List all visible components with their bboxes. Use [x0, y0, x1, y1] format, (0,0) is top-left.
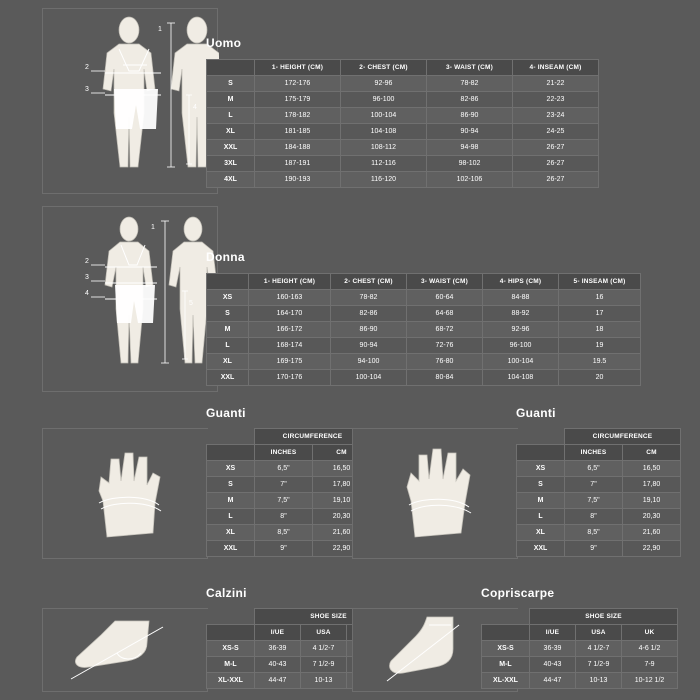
- callout-2: 2: [85, 64, 89, 71]
- uomo-table-wrap: [206, 59, 599, 188]
- uomo-size-table: [206, 59, 599, 188]
- callout-1: 1: [151, 224, 155, 231]
- guanti-left-group-header: CIRCUMFERENCE: [255, 429, 371, 445]
- copriscarpe-title: Copriscarpe: [481, 586, 555, 600]
- glove-palm-illustration: [353, 429, 519, 560]
- copriscarpe-empty-corner: [482, 609, 530, 625]
- table-row: 3XL 187-191 112-116 98-102 26-27: [207, 156, 599, 172]
- guanti-left-table-head: [207, 429, 371, 461]
- copriscarpe-col-uk: UK: [622, 625, 678, 641]
- table-row: XS-S 36-39 4 1/2-7 4-6 1/2: [482, 641, 678, 657]
- table-row: S 7" 17,80: [517, 477, 681, 493]
- table-row: L 8" 20,30: [517, 509, 681, 525]
- donna-table-head: [207, 274, 641, 290]
- table-row: XS-S 36-39 4 1/2-7: [207, 641, 403, 657]
- copriscarpe-group-header: SHOE SIZE: [530, 609, 678, 625]
- uomo-col-chest: 2- CHEST (CM): [341, 60, 427, 76]
- guanti-right-table-wrap: [516, 428, 681, 557]
- table-row: 4XL 190-193 116-120 102-106 26-27: [207, 172, 599, 188]
- table-row: M-L 40-43 7 1/2-9: [207, 657, 403, 673]
- guanti-right-col-size: [517, 445, 565, 461]
- guanti-left-col-inches: INCHES: [255, 445, 313, 461]
- donna-col-waist: 3- WAIST (CM): [407, 274, 483, 290]
- table-row: L 168-174 90-94 72-76 96-100 19: [207, 338, 641, 354]
- guanti-left-table-wrap: [206, 428, 371, 557]
- table-row: M 166-172 86-90 68-72 92-96 18: [207, 322, 641, 338]
- uomo-table-body: [207, 76, 599, 188]
- guanti-left-empty-corner: [207, 429, 255, 445]
- callout-4: 4: [193, 104, 197, 111]
- calzini-col-iue: I/UE: [255, 625, 301, 641]
- uomo-col-waist: 3- WAIST (CM): [427, 60, 513, 76]
- table-row: XS 6,5" 16,50: [207, 461, 371, 477]
- table-row: XL 181-185 104-108 90-94 24-25: [207, 124, 599, 140]
- donna-col-inseam: 5- INSEAM (CM): [559, 274, 641, 290]
- guanti-right-size-table: [516, 428, 681, 557]
- callout-2: 2: [85, 258, 89, 265]
- donna-col-chest: 2- CHEST (CM): [331, 274, 407, 290]
- table-row: XS 160-163 78-82 60-64 84-88 16: [207, 290, 641, 306]
- guanti-left-size-table: [206, 428, 371, 557]
- table-row: XL-XXL 44-47 10-13 10-12 1/2: [482, 673, 678, 689]
- calzini-group-header: SHOE SIZE: [255, 609, 403, 625]
- table-row: M-L 40-43 7 1/2-9 7-9: [482, 657, 678, 673]
- copriscarpe-table-head: [482, 609, 678, 641]
- uomo-figure-panel: [42, 8, 218, 194]
- table-row: XXL 9" 22,90: [207, 541, 371, 557]
- table-row: XXL 170-176 100-104 80-84 104-108 20: [207, 370, 641, 386]
- donna-figure-panel: [42, 206, 218, 392]
- guanti-right-col-inches: INCHES: [565, 445, 623, 461]
- calzini-title: Calzini: [206, 586, 247, 600]
- calzini-col-usa: USA: [301, 625, 347, 641]
- uomo-table-head: [207, 60, 599, 76]
- table-row: XL 8,5" 21,60: [207, 525, 371, 541]
- table-row: XS 6,5" 16,50: [517, 461, 681, 477]
- table-row: L 8" 20,30: [207, 509, 371, 525]
- calzini-empty-corner: [207, 609, 255, 625]
- uomo-figure-illustration: [43, 9, 219, 195]
- glove-back-illustration: [43, 429, 209, 560]
- donna-col-height: 1- HEIGHT (CM): [249, 274, 331, 290]
- donna-size-table: [206, 273, 641, 386]
- table-row: M 175-179 96-100 82-86 22-23: [207, 92, 599, 108]
- guanti-right-table-body: [517, 461, 681, 557]
- callout-3: 3: [85, 86, 89, 93]
- donna-title: Donna: [206, 250, 245, 264]
- guanti-left-table-body: [207, 461, 371, 557]
- table-row: XL 8,5" 21,60: [517, 525, 681, 541]
- guanti-right-figure-panel: [352, 428, 518, 559]
- calzini-col-size: [207, 625, 255, 641]
- guanti-left-col-cm: CM: [313, 445, 371, 461]
- copriscarpe-table-wrap: [481, 608, 678, 689]
- table-row: XXL 184-188 108-112 94-98 26-27: [207, 140, 599, 156]
- guanti-right-title: Guanti: [516, 406, 556, 420]
- guanti-left-figure-panel: [42, 428, 208, 559]
- copriscarpe-col-size: [482, 625, 530, 641]
- guanti-left-title: Guanti: [206, 406, 246, 420]
- uomo-col-size: [207, 60, 255, 76]
- sock-illustration: [43, 609, 209, 693]
- guanti-right-group-header: CIRCUMFERENCE: [565, 429, 681, 445]
- table-row: S 172-176 92-96 78-82 21-22: [207, 76, 599, 92]
- callout-4: 4: [85, 290, 89, 297]
- table-row: M 7,5" 19,10: [207, 493, 371, 509]
- table-row: XL-XXL 44-47 10-13: [207, 673, 403, 689]
- donna-col-hips: 4- HIPS (CM): [483, 274, 559, 290]
- table-row: S 7" 17,80: [207, 477, 371, 493]
- table-row: L 178-182 100-104 86-90 23-24: [207, 108, 599, 124]
- callout-1: 1: [158, 26, 162, 33]
- guanti-right-empty-corner: [517, 429, 565, 445]
- copriscarpe-col-usa: USA: [576, 625, 622, 641]
- callout-5: 5: [189, 300, 193, 307]
- table-row: S 164-170 82-86 64-68 88-92 17: [207, 306, 641, 322]
- guanti-right-table-head: [517, 429, 681, 461]
- uomo-title: Uomo: [206, 36, 242, 50]
- copriscarpe-size-table: [481, 608, 678, 689]
- guanti-right-col-cm: CM: [623, 445, 681, 461]
- donna-col-size: [207, 274, 249, 290]
- uomo-col-height: 1- HEIGHT (CM): [255, 60, 341, 76]
- copriscarpe-col-iue: I/UE: [530, 625, 576, 641]
- table-row: M 7,5" 19,10: [517, 493, 681, 509]
- table-row: XL 169-175 94-100 76-80 100-104 19.5: [207, 354, 641, 370]
- donna-figure-illustration: [43, 207, 219, 393]
- calzini-figure-panel: [42, 608, 208, 692]
- table-row: XXL 9" 22,90: [517, 541, 681, 557]
- donna-table-body: [207, 290, 641, 386]
- uomo-col-inseam: 4- INSEAM (CM): [513, 60, 599, 76]
- guanti-left-col-size: [207, 445, 255, 461]
- donna-table-wrap: [206, 273, 641, 386]
- copriscarpe-table-body: [482, 641, 678, 689]
- callout-3: 3: [85, 274, 89, 281]
